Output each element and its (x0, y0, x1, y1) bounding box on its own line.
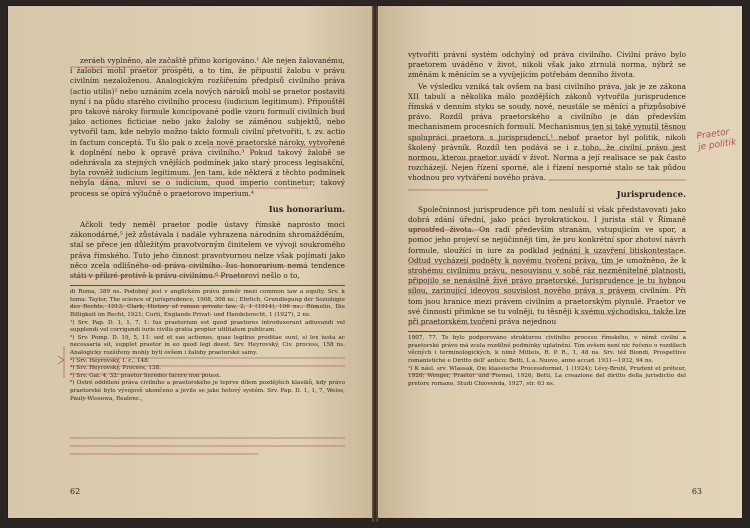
right-paragraph-3: Společninnost jurisprudence při tom nesluší si však představovati jako dobrá zdání úřední, jako práci byrokratickou. I jurista stál v Římaně uprostřed života. On radí především stranám, vstupujícím ve spor, a pomoc jeho projeví se nejúčinněji tím, že pro konkrétní spor zhotoví návrh formule, sloužící in iure za podklad jednání k uzavření litiskontestace. Odtud vycházejí podněty k novému tvoření práva, tím je umožněno, že k strohému civilnímu právu, nesouvisnu v sobě ráz nezměnitelné platnosti, připojilo se nenásilně živé právo praetorské. Jurisprudence je tu hybnou silou, zarinující ideovou souvislost nového práva s právem civilním. Při tom jsou hranice mezi právem civilním a praetorským plynulé. Praetor ve své činnosti přimkne se tu volněji, tu těsněji k svému východisku, takže lze při praetorském tvoření práva nejednou (408, 204, 686, 327)
right-paragraph-1: vytvořiti právní systém odchylný od práva civilního. Civilní právo bylo praetorem uváděno v život, nikoli však jako ztrnulá norma, nýbrž se změnám k měnícím se a vyvíjejícím potřebám denního života. (408, 50, 686, 80)
left-page-text (70, 56, 345, 403)
left-footnote-5: ⁵) Srv. Gai. 4, 32: praetor heredes facere non potest. (70, 372, 222, 379)
left-paragraph-1: zeráeh vyplněno, ale začaště přímo korigováno.¹ Ale nejen žalovanému, i žalobci mohl praetor prospěti, a to tím, že připustil žalobu v právu civilním nezaloženou. Analogickým rozšířením předpisů civilního práva (actio utilis)² nebo uznáním zcela nových nároků mohl se praetor postaviti nyní i na půdu starého civilního procesu (iudicium legitimum). Připouštěl pro takové nároky formule koncipované podle vzoru formulí civilních bud jako actiones ficticiae nebo jako žaloby se záměnou subjektů, nebo vytvořil tam, kde nebylo možno takto formuli civilní přetvořiti, t. zv. actio in factum conceptá. Tu šlo pak o zcela nové praetorské nároky, vytvořené k doplnění nebo k opravě práva civilního.³ Pokud takový žalobě se odehrávala za stejných vnějších podmínek jako starý process legisakční, byla rovněž iudicium legitimum. Jen tam, kde některá z těchto podmínek nebyla dána, mluví se o iudicium, quod imperio continetur; takový process se opírá výlučně o praetorovo imperium.⁴ (70, 56, 345, 198)
left-footnote-cont: di Roma, 389 ns. Podobný jest v anglickém právu poměr mezi common law a equity. Srv. k tomu: Taylor, The science of jurisprudence, 1908, 308 ns.; Ehrlich, Grundlegung der Soziologie des Rechts, 1913; Clark, History of roman private law, 2, 1 (1914), 106 ns.; Rümelin, Die Billigkeit im Recht, 1921; Curti, Englands Privat- und Handelsrecht, 1 (1927), 2 ns. (70, 289, 345, 319)
left-footnote-6: ⁶) Ostré oddělení práva civilního a praetorského je teprve dílem pozdějších klasiků, kdy právo praetorské bylo vývojově ukončeno a jevilo se jako hotový systém. Srv. Pap. D. 1, 1, 7, Weiss, Pauly-Wissowa, Realenc., (70, 380, 345, 402)
left-page-number: 62 (70, 487, 81, 496)
right-section-heading: Jurisprudence. (616, 188, 686, 199)
left-footnote-3: ³) Srv. Heyrovský, I. c., 148. (70, 357, 150, 364)
right-page-number: 63 (691, 487, 702, 496)
right-footnotes (408, 331, 686, 388)
right-page-text (408, 50, 686, 388)
right-paragraph-2: Ve výsledku vzniká tak ovšem na basi civilního práva, jak je ze zákona XII tabulí a několika málo pozdějších zákonů vytvořila jurisprudence římská v denním styku se soudy, nové, neustále se měnící a přizpůsobivé právo. Rozdíl práva praetorského a civilního je dán především mechanismem procesních formulí. Mechanismus ten si také vynutil těsnou spolupráci praetora s jurisprudencí,¹ neboť praetor byl politik, nikoli školený právník. Rozdíl ten podává se i z toho, že civilní právo jest normou, kterou praetor uvádí v život. Norma a její realisace se pak často rozcházejí. Nejen řízení sporné, ale i řízení nesporné stalo se tak půdou vhodnou pro vytváření nového práva. (408, 81, 686, 183)
left-footnotes (70, 285, 345, 403)
book-spread (8, 6, 744, 522)
right-footnote-cont: 1907, 77. To bylo podporováno strukturou civilního procesu římského, v němž civilní a praetorské právo má zcela rozdílné podmínky uplatnění. Tím ovšem není nic řečeno o rozdílech věcných i terminologických, k nimž Mitteis, R. P. R., 1, 48 ns. Srv. též Biondi, Prospettive romanistiche e Diritto dell' antico; Betti, L a. Nuovo, anno accad. 1931—1932, 94 ns. (408, 335, 686, 365)
left-footnote-1: ¹) Srv. Pap. D. 1, 1, 7, 1: Ius praetorium est quod praetores introduxerunt adiuvandi vel supplendi vel corrigendi iuris civilis gratia propter utilitatem publicam. (70, 319, 345, 334)
left-footnote-4: ⁴) Srv. Heyrovský, Process, 138. (70, 365, 162, 372)
left-footnote-2: ²) Srv. Pomp. D. 19, 5, 11: sed et eas actiones, quae legibus proditae sunt, si lex iusta ac necessaria sit, supplet praetor in eo quod legi deest. Srv. Heyrovský, Civ. process, 158 ns. Analogicky rozšířeny mohly býti ovšem i žaloby praetorské samy. (70, 334, 345, 357)
handwritten-margin-note: Praetor je politik (696, 127, 737, 153)
right-footnote-1: ¹) K násl. srv. Wlassak, Die klassische Processformel, 1 (1924); Lévy-Bruhl, Prudent et préteur, 1926; Wenger, Praetor und Formel, 1926; Betti, La creazione del diritto della jurisdictio del pretore romano, Studi Chiovenda, 1927, str. 63 ns. (408, 365, 686, 387)
left-page (8, 6, 372, 518)
right-page (378, 6, 742, 518)
left-section-heading: Ius honorarium. (268, 203, 345, 214)
left-paragraph-2: Ačkoli tedy neměl praetor podle ústavy římské naprosto moci zákonodárné,⁵ jež zůstávala i nadále vyhrazena národním shromážděním, stal se přece jen důležitým pravotvorným činitelem ve vývoji soukromého práva římského. Tuto jeho činnost pravotvornou nelze však pojímati jako něco zcela odlišného od práva civilního. Ius honorarium nemá tendence státi v přikré protivě k právu civilnímu.⁶ Praetorovi nešlo o to, (70, 220, 345, 281)
